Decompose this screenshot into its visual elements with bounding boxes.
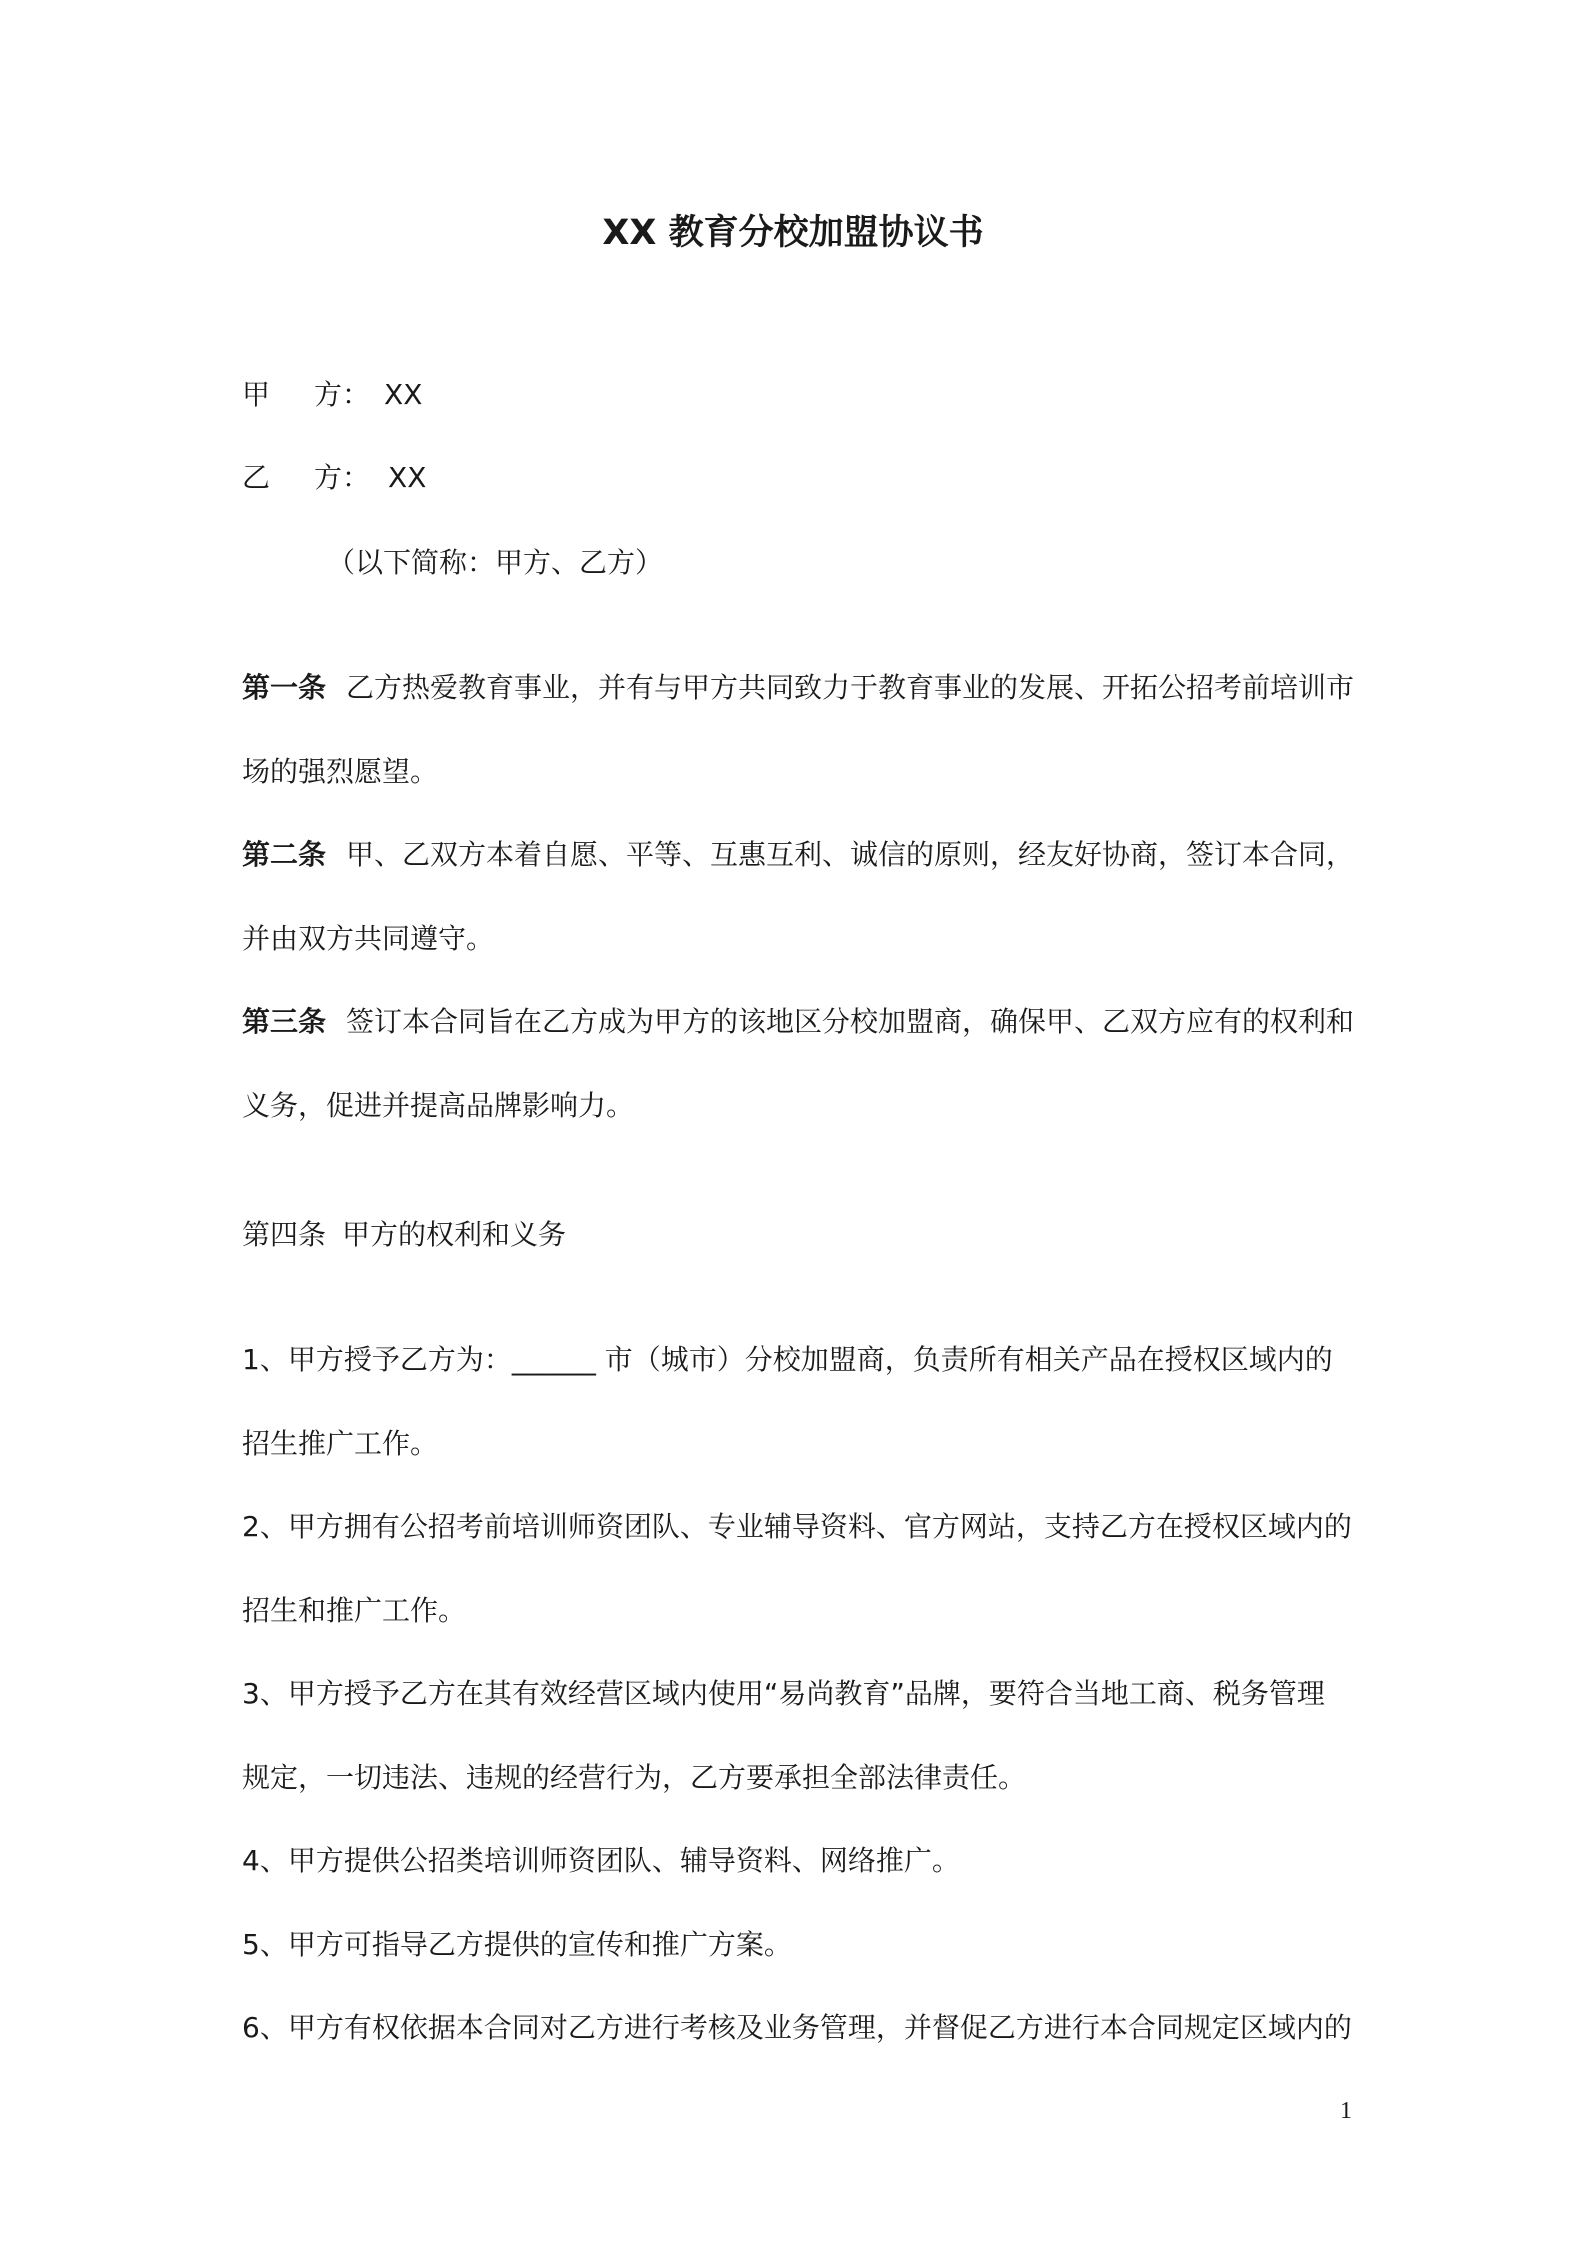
article2-line2: 并由双方共同遵守。 <box>242 922 495 955</box>
article4-heading-line <box>242 1215 566 1255</box>
article2-line1 <box>242 835 1354 875</box>
item1-line1: 1、甲方授予乙方为：______ 市（城市）分校加盟商，负责所有相关产品在授权区域内的 <box>242 1343 1333 1376</box>
party-b-line <box>242 458 426 498</box>
item2-line1: 2、甲方拥有公招考前培训师资团队、专业辅导资料、官方网站，支持乙方在授权区域内的 <box>242 1510 1352 1543</box>
article3-line1 <box>242 1002 1354 1042</box>
item2-line2: 招生和推广工作。 <box>242 1594 467 1627</box>
article1-line2: 场的强烈愿望。 <box>242 755 439 788</box>
article1-num: 第一条 <box>242 671 327 704</box>
item4-line1: 4、甲方提供公招类培训师资团队、辅导资料、网络推广。 <box>242 1844 960 1877</box>
party-b-value: XX <box>388 461 427 494</box>
abbreviation-note: （以下简称：甲方、乙方） <box>327 546 664 579</box>
item5-line1: 5、甲方可指导乙方提供的宣传和推广方案。 <box>242 1928 792 1961</box>
party-a-value: XX <box>384 378 423 411</box>
party-b-char2: 方： <box>314 461 371 494</box>
party-a-char2: 方： <box>314 378 371 411</box>
item6-line1: 6、甲方有权依据本合同对乙方进行考核及业务管理，并督促乙方进行本合同规定区域内的 <box>242 2011 1352 2044</box>
article1-line1 <box>242 668 1354 708</box>
article3-line2: 义务，促进并提高品牌影响力。 <box>242 1089 635 1122</box>
party-a-line <box>242 375 422 415</box>
document-title: XX 教育分校加盟协议书 <box>602 213 984 253</box>
item3-line1: 3、甲方授予乙方在其有效经营区域内使用“易尚教育”品牌，要符合当地工商、税务管理 <box>242 1677 1325 1710</box>
article2-text1: 甲、乙双方本着自愿、平等、互惠互利、诚信的原则，经友好协商，签订本合同， <box>346 838 1355 871</box>
item3-line2: 规定，一切违法、违规的经营行为，乙方要承担全部法律责任。 <box>242 1761 1027 1794</box>
party-b-char1: 乙 <box>242 461 271 494</box>
item1-line2: 招生推广工作。 <box>242 1427 439 1460</box>
page-number: 1 <box>1340 2098 1352 2124</box>
article2-num: 第二条 <box>242 838 327 871</box>
article3-num: 第三条 <box>242 1005 327 1038</box>
article1-text1: 乙方热爱教育事业，并有与甲方共同致力于教育事业的发展、开拓公招考前培训市 <box>346 671 1355 704</box>
article3-text1: 签订本合同旨在乙方成为甲方的该地区分校加盟商，确保甲、乙双方应有的权利和 <box>346 1005 1355 1038</box>
article4-heading: 甲方的权利和义务 <box>342 1218 567 1251</box>
article4-num: 第四条 <box>242 1218 327 1251</box>
party-a-char1: 甲 <box>242 378 271 411</box>
